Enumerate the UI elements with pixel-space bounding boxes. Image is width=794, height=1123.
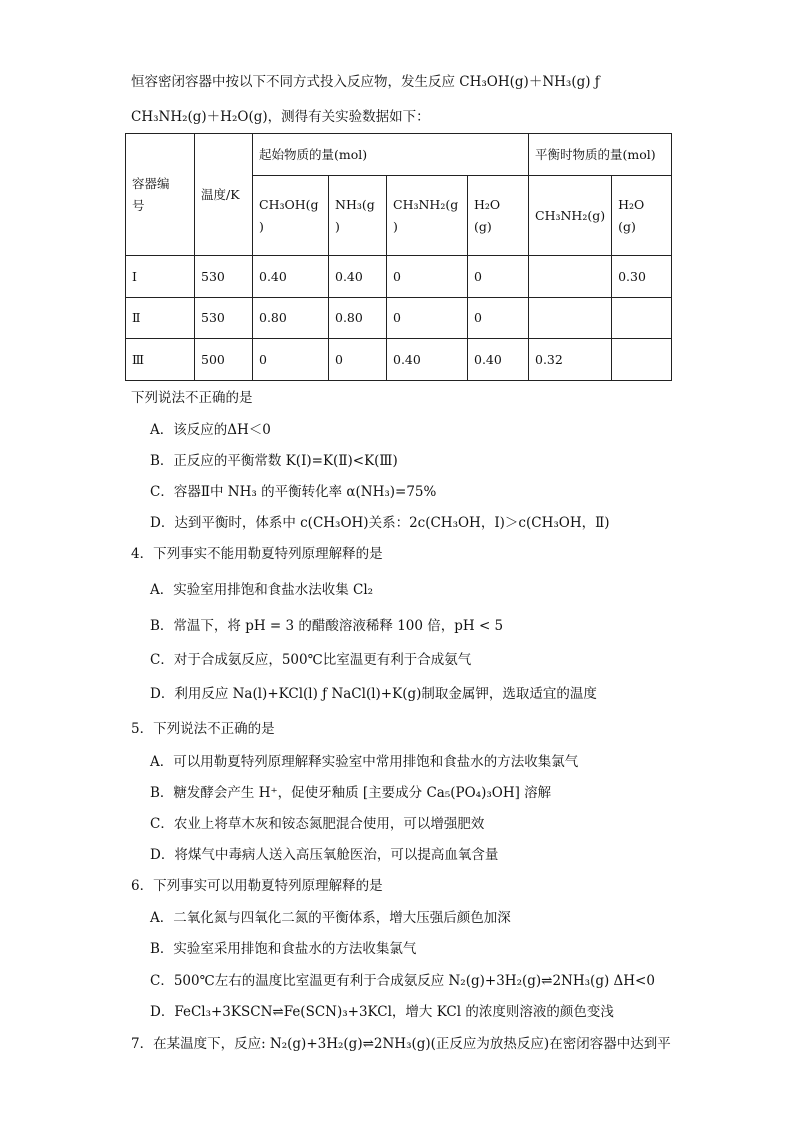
q6-option-b: B．实验室采用排饱和食盐水的方法收集氯气 xyxy=(150,941,417,957)
q5-option-a: A．可以用勒夏特列原理解释实验室中常用排饱和食盐水的方法收集氯气 xyxy=(150,754,579,770)
q6-option-c: C．500℃左右的温度比室温更有利于合成氨反应 N₂(g)+3H₂(g)⇌2NH₃(g) ΔH<0 xyxy=(150,973,655,989)
q5-option-c: C．农业上将草木灰和铵态氮肥混合使用，可以增强肥效 xyxy=(150,816,485,832)
q4-option-c: C．对于合成氨反应，500℃比室温更有利于合成氨气 xyxy=(150,652,472,668)
col-ch3oh: CH₃OH(g ) xyxy=(253,176,329,256)
q3-option-a: A．该反应的ΔH＜0 xyxy=(150,422,271,438)
header-initial-amount: 起始物质的量(mol) xyxy=(253,134,529,176)
q6-stem: 6．下列事实可以用勒夏特列原理解释的是 xyxy=(131,878,383,894)
q3-option-b: B．正反应的平衡常数 K(Ⅰ)=K(Ⅱ)<K(Ⅲ) xyxy=(150,453,398,469)
table-row: Ⅰ 530 0.40 0.40 0 0 0.30 xyxy=(126,256,672,298)
q4-option-d: D．利用反应 Na(l)+KCl(l) ƒ NaCl(l)+K(g)制取金属钾，选取适宜的温度 xyxy=(150,686,597,702)
table-row: Ⅲ 500 0 0 0.40 0.40 0.32 xyxy=(126,339,672,381)
q3-stem: 下列说法不正确的是 xyxy=(131,390,253,406)
col-h2o: H₂O (g) xyxy=(468,176,529,256)
q5-option-b: B．糖发酵会产生 H⁺，促使牙釉质 [主要成分 Ca₅(PO₄)₃OH] 溶解 xyxy=(150,785,552,801)
q4-option-b: B．常温下，将 pH = 3 的醋酸溶液稀释 100 倍，pH < 5 xyxy=(150,618,504,634)
q3-option-c: C．容器Ⅱ中 NH₃ 的平衡转化率 α(NH₃)=75% xyxy=(150,484,437,500)
q5-option-d: D．将煤气中毒病人送入高压氧舱医治，可以提高血氧含量 xyxy=(150,847,499,863)
q7-stem: 7．在某温度下，反应: N₂(g)+3H₂(g)⇌2NH₃(g)(正反应为放热反应)在密闭容器中达到平 xyxy=(131,1036,671,1052)
experiment-data-table xyxy=(125,133,672,381)
col-eq-ch3nh2: CH₃NH₂(g) xyxy=(529,176,612,256)
q6-option-d: D．FeCl₃+3KSCN⇌Fe(SCN)₃+3KCl，增大 KCl 的浓度则溶液的颜色变浅 xyxy=(150,1004,614,1020)
intro-line-1: 恒容密闭容器中按以下不同方式投入反应物，发生反应 CH₃OH(g)＋NH₃(g) ƒ xyxy=(131,74,600,90)
col-ch3nh2: CH₃NH₂(g ) xyxy=(387,176,468,256)
table-row: Ⅱ 530 0.80 0.80 0 0 xyxy=(126,298,672,339)
q4-stem: 4．下列事实不能用勒夏特列原理解释的是 xyxy=(131,546,383,562)
header-temperature: 温度/K xyxy=(195,134,253,256)
q3-option-d: D．达到平衡时，体系中 c(CH₃OH)关系：2c(CH₃OH，Ⅰ)＞c(CH₃OH，Ⅱ) xyxy=(150,515,610,531)
q4-option-a: A．实验室用排饱和食盐水法收集 Cl₂ xyxy=(150,582,374,598)
header-equilibrium-amount: 平衡时物质的量(mol) xyxy=(529,134,672,176)
q5-stem: 5．下列说法不正确的是 xyxy=(131,721,275,737)
header-container: 容器编 号 xyxy=(126,134,195,256)
col-eq-h2o: H₂O (g) xyxy=(612,176,672,256)
intro-line-2: CH₃NH₂(g)＋H₂O(g)，测得有关实验数据如下： xyxy=(131,109,430,125)
col-nh3: NH₃(g ) xyxy=(329,176,387,256)
q6-option-a: A．二氧化氮与四氧化二氮的平衡体系，增大压强后颜色加深 xyxy=(150,910,511,926)
